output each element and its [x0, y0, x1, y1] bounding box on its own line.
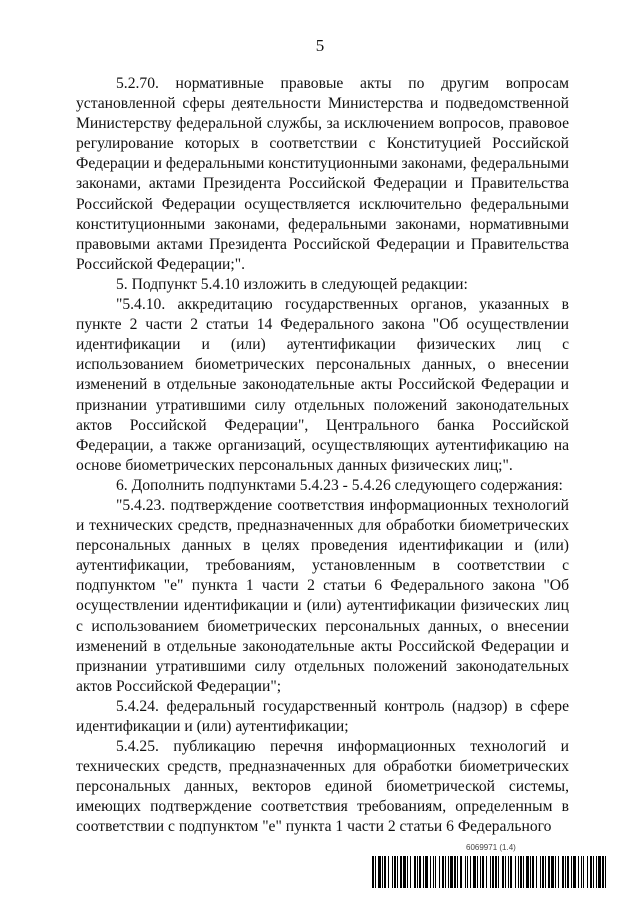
paragraph-5-4-10: "5.4.10. аккредитацию государственных органов, указанных в пункте 2 части 2 статьи 14 Федерального закона "Об осуществлении идентификации и (или) аутентификации физических лиц с использованием биометрических персональных данных, о внесении изменений в отдельные законодательные акты Российской Федерации и признании утратившими силу отдельных положений законодательных актов Российской Федерации", Центрального банка Российской Федерации, а также организаций, осуществляющих аутентификацию на основе биометрических персональных данных физических лиц;".: [76, 296, 569, 474]
barcode-bar: [562, 856, 564, 888]
barcode-bar: [590, 856, 592, 888]
barcode-bar: [448, 856, 449, 888]
barcode-bar: [378, 856, 381, 888]
barcode-bar: [536, 856, 537, 888]
paragraph-5-4-25: 5.4.25. публикацию перечня информационных технологий и технических средств, предназначенных для обработки биометрических персональных данных, векторов единой биометрической системы, имеющих подтверждение соответствия требованиям, определенным в соответствии с подпунктом "е" пункта 1 части 2 статьи 6 Федерального: [76, 738, 569, 836]
barcode-bar: [495, 856, 497, 888]
barcode-bar: [532, 856, 534, 888]
barcode-bar: [392, 856, 393, 888]
barcode-bar: [578, 856, 579, 888]
barcode-bar: [542, 856, 544, 888]
barcode-bar: [492, 856, 494, 888]
barcode-bar: [477, 856, 478, 888]
barcode-caption: 6069971 (1.4): [466, 843, 516, 852]
barcode-bar: [442, 856, 444, 888]
barcode-image: [372, 856, 606, 888]
barcode-bar: [470, 856, 471, 888]
barcode-bar: [454, 856, 456, 888]
barcode-bar: [450, 856, 453, 888]
barcode-bar: [530, 856, 531, 888]
barcode-bar: [515, 856, 516, 888]
barcode-bar: [465, 856, 466, 888]
barcode-bar: [414, 856, 416, 888]
barcode-bar: [548, 856, 550, 888]
barcode-bar: [581, 856, 582, 888]
paragraph-5-2-70: 5.2.70. нормативные правовые акты по другим вопросам установленной сферы деятельности Министерства и подведомственной Министерству федеральной службы, за исключением вопросов, правовое регулирование которых в соответствии с Конституцией Российской Федерации и федеральными конституционными законами, федеральными законами, актами Президента Российской Федерации и Правительства Российской Федерации осуществляется исключительно федеральными конституционными законами, федеральными законами, нормативными правовыми актами Президента Российской Федерации и Правительства Российской Федерации;".: [76, 75, 569, 273]
barcode-bar: [384, 856, 386, 888]
barcode-bar: [490, 856, 491, 888]
paragraph-item-6: 6. Дополнить подпунктами 5.4.23 - 5.4.26 следующего содержания:: [116, 476, 563, 494]
document-body: [76, 74, 569, 838]
barcode-bar: [419, 856, 421, 888]
paragraph-5-4-23: "5.4.23. подтверждение соответствия информационных технологий и технических средств, предназначенных для обработки биометрических персональных данных в целях проведения идентификации и (или) аутентификации, требованиям, установленным в соответствии с подпунктом "е" пункта 1 части 2 статьи 6 Федерального закона "Об осуществлении идентификации и (или) аутентификации физических лиц с использованием биометрических персональных данных, о внесении изменений в отдельные законодательные акты Российской Федерации и признании утратившими силу отдельных положений законодательных актов Российской Федерации";: [76, 496, 569, 695]
barcode-bar: [545, 856, 546, 888]
barcode-bar: [460, 856, 462, 888]
barcode-bar: [518, 856, 519, 888]
barcode-bar: [435, 856, 436, 888]
barcode-bar: [375, 856, 376, 888]
barcode-bar: [473, 856, 476, 888]
barcode-bar: [482, 856, 484, 888]
barcode-bar: [510, 856, 512, 888]
barcode-bar: [430, 856, 431, 888]
barcode-bar: [480, 856, 481, 888]
barcode: [372, 843, 606, 891]
barcode-bar: [498, 856, 499, 888]
barcode-bar: [403, 856, 406, 888]
barcode-bar: [425, 856, 428, 888]
barcode-bar: [486, 856, 487, 888]
barcode-bar: [598, 856, 601, 888]
barcode-bar: [605, 856, 606, 888]
barcode-bar: [397, 856, 398, 888]
barcode-bar: [571, 856, 572, 888]
barcode-bar: [372, 856, 374, 888]
barcode-bar: [540, 856, 541, 888]
barcode-bar: [567, 856, 569, 888]
barcode-bar: [508, 856, 509, 888]
barcode-bar: [551, 856, 554, 888]
barcode-bar: [433, 856, 434, 888]
barcode-bar: [596, 856, 597, 888]
barcode-bar: [417, 856, 418, 888]
barcode-bar: [505, 856, 506, 888]
barcode-bar: [467, 856, 468, 888]
barcode-bar: [502, 856, 504, 888]
barcode-bar: [587, 856, 588, 888]
barcode-bar: [523, 856, 524, 888]
barcode-bar: [457, 856, 458, 888]
barcode-bar: [573, 856, 576, 888]
barcode-bar: [558, 856, 559, 888]
barcode-bar: [593, 856, 594, 888]
barcode-bar: [382, 856, 383, 888]
barcode-bar: [526, 856, 529, 888]
barcode-bar: [410, 856, 411, 888]
barcode-bar: [423, 856, 424, 888]
barcode-bar: [565, 856, 566, 888]
barcode-bar: [394, 856, 396, 888]
barcode-bar: [555, 856, 556, 888]
barcode-bar: [388, 856, 389, 888]
page-number: 5: [315, 36, 325, 55]
barcode-bar: [439, 856, 440, 888]
barcode-bar: [400, 856, 402, 888]
barcode-bar: [445, 856, 446, 888]
barcode-bar: [602, 856, 604, 888]
barcode-bar: [407, 856, 408, 888]
paragraph-5-4-24: 5.4.24. федеральный государственный контроль (надзор) в сфере идентификации и (или) аутентификации;: [76, 697, 569, 735]
paragraph-item-5: 5. Подпункт 5.4.10 изложить в следующей редакции:: [116, 275, 468, 293]
barcode-bar: [583, 856, 584, 888]
barcode-bar: [520, 856, 522, 888]
